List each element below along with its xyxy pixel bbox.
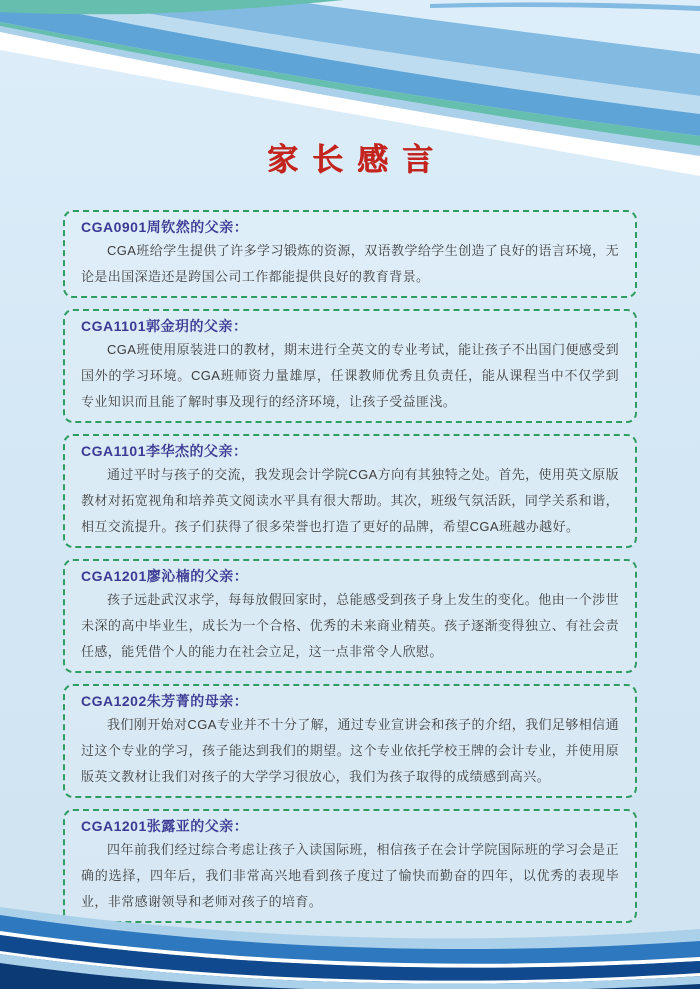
page-title: 家长感言 <box>267 142 447 177</box>
testimonial-text: 孩子远赴武汉求学，每每放假回家时，总能感受到孩子身上发生的变化。他由一个涉世未深的高中毕业生，成长为一个合格、优秀的未来商业精英。孩子逐渐变得独立、有社会责任感，能凭借个人的能力在社会立足，这一点非常令人欣慰。 <box>81 592 619 659</box>
testimonial-card <box>63 684 637 798</box>
parent-name: CGA1101李华杰的父亲： <box>81 443 248 459</box>
testimonial-card <box>63 559 637 673</box>
testimonial-text: 我们刚开始对CGA专业并不十分了解，通过专业宣讲会和孩子的介绍，我们足够相信通过这个专业的学习，孩子能达到我们的期望。这个专业依托学校王牌的会计专业，并使用原版英文教材让我们对孩子的大学学习很放心，我们为孩子取得的成绩感到高兴。 <box>81 717 619 784</box>
parent-name: CGA1101郭金玥的父亲： <box>81 318 248 334</box>
testimonial-text: 四年前我们经过综合考虑让孩子入读国际班，相信孩子在会计学院国际班的学习会是正确的选择，四年后，我们非常高兴地看到孩子度过了愉快而勤奋的四年，以优秀的表现毕业，非常感谢领导和老师对孩子的培育。 <box>81 842 619 909</box>
testimonial-card <box>63 434 637 548</box>
testimonial-card <box>63 309 637 423</box>
parent-name: CGA0901周钦然的父亲： <box>81 219 249 235</box>
testimonial-text: CGA班给学生提供了许多学习锻炼的资源，双语教学给学生创造了良好的语言环境，无论是出国深造还是跨国公司工作都能提供良好的教育背景。 <box>81 243 619 284</box>
parent-name: CGA1202朱芳菁的母亲： <box>81 693 249 709</box>
parent-name: CGA1201廖沁楠的父亲： <box>81 568 249 584</box>
footer-wave-decoration <box>0 899 700 989</box>
testimonial-text: 通过平时与孩子的交流，我发现会计学院CGA方向有其独特之处。首先，使用英文原版教材对拓宽视角和培养英文阅读水平具有很大帮助。其次，班级气氛活跃，同学关系和谐，相互交流提升。孩子们获得了很多荣誉也打造了更好的品牌，希望CGA班越办越好。 <box>81 467 619 534</box>
testimonial-text: CGA班使用原装进口的教材，期末进行全英文的专业考试，能让孩子不出国门便感受到国外的学习环境。CGA班师资力量雄厚，任课教师优秀且负责任，能从课程当中不仅学到专业知识而且能了解时事及现行的经济环境，让孩子受益匪浅。 <box>81 342 619 409</box>
parent-name: CGA1201张露亚的父亲： <box>81 818 249 834</box>
testimonial-card <box>63 210 637 298</box>
testimonial-list <box>63 210 637 934</box>
